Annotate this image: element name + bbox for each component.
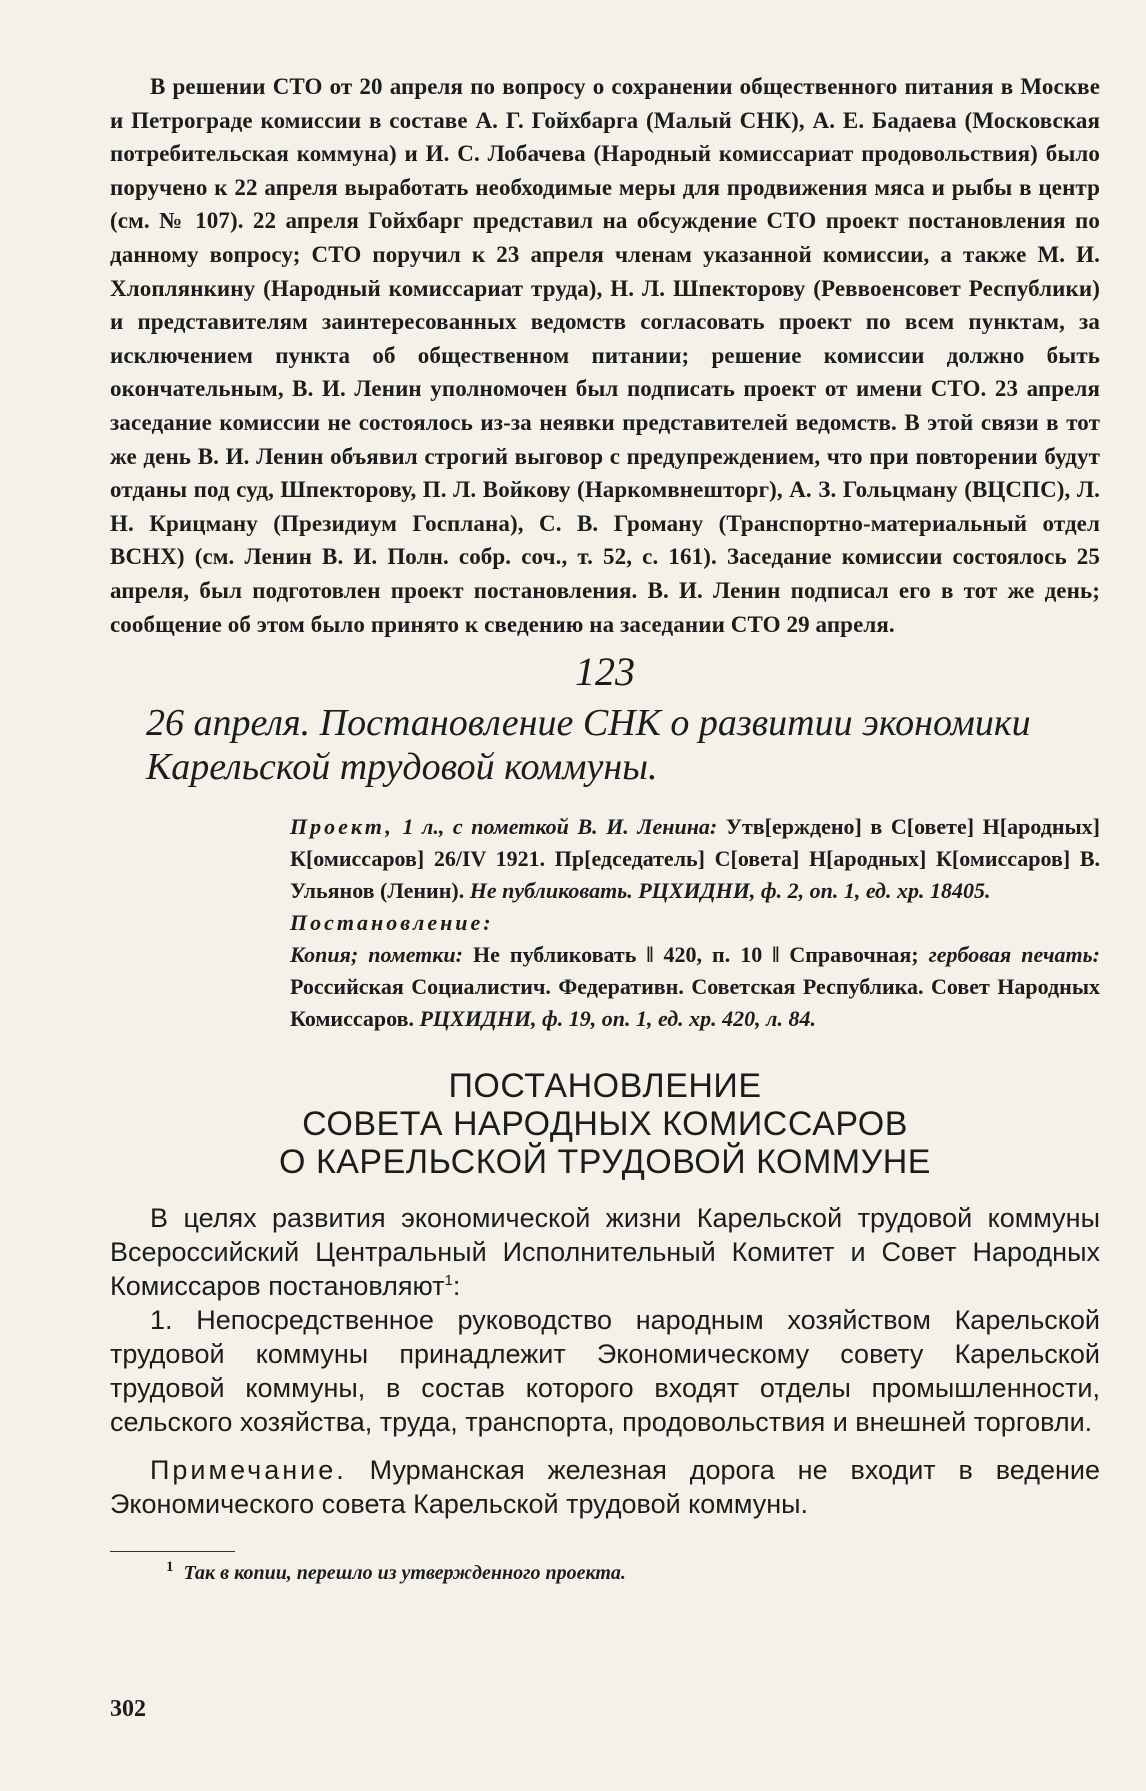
seal-italic: гербовая печать: — [928, 942, 1101, 968]
intro-section — [110, 70, 1100, 641]
resolution-heading — [110, 1067, 1100, 1181]
archival-notes — [290, 811, 1100, 1035]
footnote — [166, 1559, 1100, 1585]
page-number: 302 — [110, 1696, 146, 1722]
preamble-paragraph — [110, 1201, 1100, 1303]
seal-text: Российская Социалистич. Федеративн. Советская Республика. Совет Народных Комиссаров. — [290, 974, 1100, 1032]
document-number: 123 — [575, 649, 635, 695]
heading-line-3: О КАРЕЛЬСКОЙ ТРУДОВОЙ КОММУНЕ — [279, 1143, 931, 1182]
preamble-text: В целях развития экономической жизни Карельской трудовой коммуны Всероссийский Центральный Исполнительный Комитет и Совет Народных Комиссаров постановляют — [110, 1203, 1100, 1302]
copy-note — [290, 939, 1100, 1035]
resolution-label: Постановление: — [290, 910, 494, 936]
resolution-label-line — [290, 907, 1100, 939]
archive-reference: РЦХИДНИ, ф. 19, оп. 1, ед. хр. 420, л. 84. — [419, 1006, 816, 1032]
note-text: Мурманская железная дорога не входит в ведение Экономического совета Карельской трудовой коммуны. — [110, 1455, 1100, 1520]
note-paragraph — [110, 1453, 1100, 1521]
note-label: Примечание. — [150, 1455, 347, 1486]
document-title: 26 апреля. Постановление СНК о развитии экономики Карельской трудовой коммуны. — [146, 702, 1031, 789]
footnote-rule — [110, 1551, 235, 1552]
project-text: Утв[ерждено] в С[овете] Н[ародных] К[омиссаров] 26/IV 1921. Пр[едседатель] С[овета] Н[ародных] К[омиссаров] В. Ульянов (Ленин). — [290, 814, 1101, 904]
page-content — [110, 70, 1100, 1585]
copy-text: Не публиковать ‖ 420, п. 10 ‖ Справочная; — [473, 942, 919, 968]
resolution-body — [110, 1201, 1100, 1521]
project-italic: 1 л., с пометкой В. И. Ленина: — [402, 814, 718, 840]
footnote-text: Так в копии, перешло из утвержденного проекта. — [183, 1562, 626, 1585]
project-label: Проект, — [290, 814, 394, 840]
project-note — [290, 811, 1100, 907]
preamble-end: : — [452, 1271, 461, 1302]
copy-italic: Копия; пометки: — [290, 942, 463, 968]
item-1-paragraph: 1. Непосредственное руководство народным хозяйством Карельской трудовой коммуны принадлежит Экономическому совету Карельской трудовой коммуны, в состав которого входят отделы промышленности, сельского хозяйства, труда, транспорта, продовольствия и внешней торговли. — [110, 1305, 1100, 1438]
project-tail: Не публиковать. РЦХИДНИ, ф. 2, оп. 1, ед. хр. 18405. — [469, 878, 991, 904]
heading-line-1: ПОСТАНОВЛЕНИЕ — [448, 1067, 762, 1106]
footnote-mark: 1 — [166, 1559, 174, 1576]
intro-paragraph: В решении СТО от 20 апреля по вопросу о сохранении общественного питания в Москве и Петрограде комиссии в составе А. Г. Гойхбарга (Малый СНК), А. Е. Бадаева (Московская потребительская коммуна) и И. С. Лобачева (Народный комиссариат продовольствия) было поручено к 22 апреля выработать необходимые меры для продвижения мяса и рыбы в центр (см. № 107). 22 апреля Гойхбарг представил на обсуждение СТО проект постановления по данному вопросу; СТО поручил к 23 апреля членам указанной комиссии, а также М. И. Хлоплянкину (Народный комиссариат труда), Н. Л. Шпекторову (Реввоенсовет Республики) и представителям заинтересованных ведомств согласовать проект по всем пунктам, за исключением пункта об общественном питании; решение комиссии должно быть окончательным, В. И. Ленин уполномочен был подписать проект от имени СТО. 23 апреля заседание комиссии не состоялось из-за неявки представителей ведомств. В этой связи в тот же день В. И. Ленин объявил строгий выговор с предупреждением, что при повторении будут отданы под суд, Шпекторову, П. Л. Войкову (Наркомвнешторг), А. З. Гольцману (ВЦСПС), Л. Н. Крицману (Президиум Госплана), С. В. Громану (Транспортно-материальный отдел ВСНХ) (см. Ленин В. И. Полн. собр. соч., т. 52, с. 161). Заседание комиссии состоялось 25 апреля, был подготовлен проект постановления. В. И. Ленин подписал его в тот же день; сообщение об этом было принято к сведению на заседании СТО 29 апреля. — [110, 74, 1100, 637]
footnote-ref: 1 — [444, 1272, 453, 1290]
heading-line-2: СОВЕТА НАРОДНЫХ КОМИССАРОВ — [302, 1105, 908, 1144]
